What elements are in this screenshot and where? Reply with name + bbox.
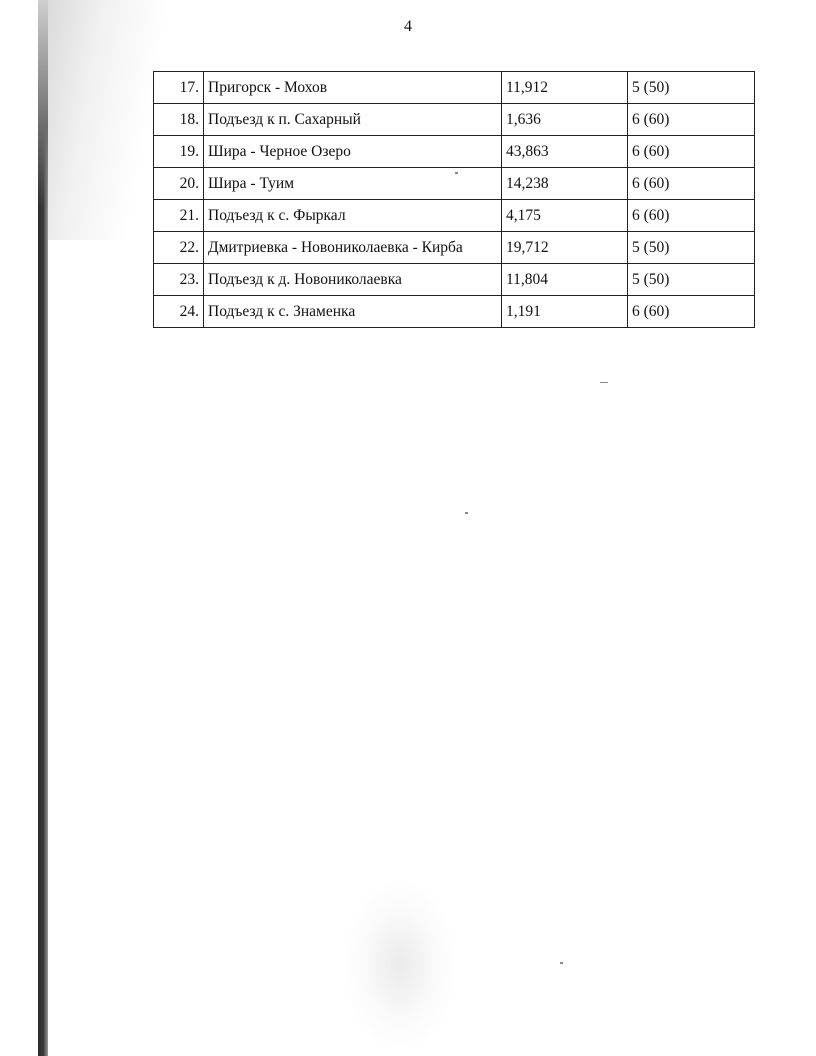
road-name-cell: Шира - Туим (204, 168, 502, 200)
scan-shadow (48, 0, 168, 240)
row-number-cell: 24. (154, 296, 204, 328)
row-number-cell: 20. (154, 168, 204, 200)
row-number-cell: 21. (154, 200, 204, 232)
road-name-cell: Подъезд к с. Фыркал (204, 200, 502, 232)
road-name-cell: Подъезд к п. Сахарный (204, 104, 502, 136)
road-length-cell: 11,804 (502, 264, 628, 296)
scan-smudge (345, 880, 455, 1050)
road-category-cell: 6 (60) (628, 168, 755, 200)
row-number-cell: 23. (154, 264, 204, 296)
road-length-cell: 4,175 (502, 200, 628, 232)
road-category-cell: 5 (50) (628, 232, 755, 264)
row-number-cell: 22. (154, 232, 204, 264)
road-category-cell: 5 (50) (628, 72, 755, 104)
row-number-cell: 18. (154, 104, 204, 136)
page-number: 4 (404, 18, 412, 35)
roads-table (153, 71, 755, 328)
road-category-cell: 5 (50) (628, 264, 755, 296)
road-length-cell: 19,712 (502, 232, 628, 264)
table-row (154, 168, 755, 200)
table-row (154, 232, 755, 264)
table-row (154, 264, 755, 296)
table-row (154, 296, 755, 328)
scan-speck (600, 382, 608, 383)
road-name-cell: Дмитриевка - Новониколаевка - Кирба (204, 232, 502, 264)
table-row (154, 136, 755, 168)
road-category-cell: 6 (60) (628, 104, 755, 136)
scan-speck (465, 512, 468, 514)
road-category-cell: 6 (60) (628, 200, 755, 232)
table-row (154, 200, 755, 232)
roads-table-body (154, 72, 755, 328)
road-length-cell: 43,863 (502, 136, 628, 168)
road-name-cell: Подъезд к с. Знаменка (204, 296, 502, 328)
scan-speck (560, 962, 563, 964)
road-length-cell: 1,191 (502, 296, 628, 328)
row-number-cell: 17. (154, 72, 204, 104)
road-name-cell: Шира - Черное Озеро (204, 136, 502, 168)
road-category-cell: 6 (60) (628, 296, 755, 328)
road-name-cell: Подъезд к д. Новониколаевка (204, 264, 502, 296)
table-row (154, 72, 755, 104)
road-length-cell: 11,912 (502, 72, 628, 104)
road-name-cell: Пригорск - Мохов (204, 72, 502, 104)
road-category-cell: 6 (60) (628, 136, 755, 168)
row-number-cell: 19. (154, 136, 204, 168)
table-row (154, 104, 755, 136)
road-length-cell: 14,238 (502, 168, 628, 200)
road-length-cell: 1,636 (502, 104, 628, 136)
